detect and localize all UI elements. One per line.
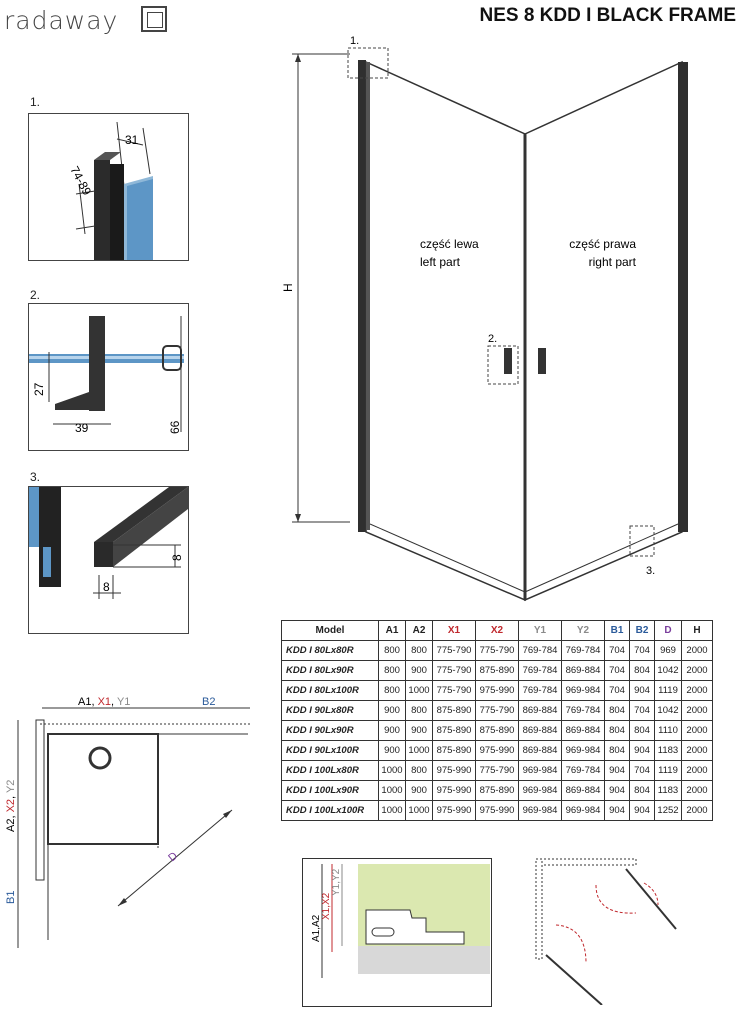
table-cell: KDD I 100Lx100R [282, 801, 379, 821]
table-row [282, 801, 713, 821]
table-cell: 769-784 [562, 701, 605, 721]
callout-3: 3. [646, 565, 656, 577]
table-cell: 704 [605, 681, 630, 701]
table-cell: 975-990 [433, 781, 476, 801]
table-cell: 869-884 [519, 741, 562, 761]
table-cell: 875-890 [476, 721, 519, 741]
table-cell: 869-884 [519, 721, 562, 741]
table-cell: 900 [406, 721, 433, 741]
table-cell: 804 [630, 661, 655, 681]
col-a1: A1 [379, 621, 406, 641]
table-cell: 800 [406, 641, 433, 661]
table-cell: 969-984 [562, 741, 605, 761]
table-cell: 904 [630, 801, 655, 821]
detail-2-width: 39 [75, 421, 89, 435]
table-cell: KDD I 80Lx90R [282, 661, 379, 681]
table-cell: 875-890 [476, 661, 519, 681]
table-cell: 704 [630, 761, 655, 781]
detail-3-label: 3. [30, 470, 41, 484]
table-row [282, 761, 713, 781]
dimensions-table [281, 620, 713, 821]
brand-logo-text: radaway [4, 6, 119, 35]
product-title: NES 8 KDD I BLACK FRAME [479, 5, 736, 26]
table-cell: 704 [630, 641, 655, 661]
table-cell: 2000 [682, 701, 713, 721]
table-cell: 904 [605, 761, 630, 781]
table-row [282, 781, 713, 801]
table-cell: 800 [379, 641, 406, 661]
table-cell: 2000 [682, 801, 713, 821]
table-row [282, 721, 713, 741]
table-cell: 1183 [655, 781, 682, 801]
left-part-label-pl: część lewa [420, 237, 479, 251]
table-cell: 904 [605, 781, 630, 801]
table-cell: 1000 [406, 681, 433, 701]
detail-1-panel [28, 113, 189, 261]
detail-2-height-large: 66 [168, 420, 182, 434]
detail-1-drawing [29, 114, 188, 260]
table-cell: 1119 [655, 761, 682, 781]
table-cell: KDD I 100Lx80R [282, 761, 379, 781]
table-cell: 704 [605, 661, 630, 681]
table-cell: 800 [406, 761, 433, 781]
table-cell: 869-884 [562, 661, 605, 681]
table-cell: 1000 [406, 741, 433, 761]
table-cell: 969-984 [519, 781, 562, 801]
table-cell: 804 [630, 781, 655, 801]
col-x1: X1 [433, 621, 476, 641]
section-y-label: Y1,Y2 [331, 868, 342, 896]
table-cell: 1042 [655, 661, 682, 681]
table-cell: 904 [630, 681, 655, 701]
detail-3-width: 8 [103, 580, 110, 594]
opening-direction-drawing [526, 855, 736, 1005]
col-b1: B1 [605, 621, 630, 641]
table-cell: 704 [605, 641, 630, 661]
table-cell: 869-884 [519, 701, 562, 721]
table-cell: 769-784 [519, 681, 562, 701]
table-cell: 1000 [379, 761, 406, 781]
table-cell: 775-790 [433, 641, 476, 661]
table-cell: 1000 [379, 801, 406, 821]
col-model: Model [282, 621, 379, 641]
table-cell: KDD I 100Lx90R [282, 781, 379, 801]
table-cell: 1000 [406, 801, 433, 821]
detail-3-drawing [29, 487, 188, 633]
callout-2: 2. [488, 333, 498, 345]
table-row [282, 741, 713, 761]
table-cell: 969-984 [519, 801, 562, 821]
table-cell: 975-990 [476, 741, 519, 761]
table-cell: 875-890 [433, 721, 476, 741]
table-cell: 869-884 [562, 781, 605, 801]
detail-2-label: 2. [30, 288, 41, 302]
left-part-label-en: left part [420, 255, 461, 269]
detail-1-range: 74-89 [67, 163, 95, 198]
table-cell: 769-784 [519, 661, 562, 681]
table-cell: 975-990 [433, 761, 476, 781]
table-cell: KDD I 90Lx90R [282, 721, 379, 741]
table-cell: 800 [379, 661, 406, 681]
col-y1: Y1 [519, 621, 562, 641]
right-part-label-en: right part [588, 255, 636, 269]
table-body [282, 641, 713, 821]
table-cell: 975-990 [476, 681, 519, 701]
table-cell: 2000 [682, 781, 713, 801]
table-row [282, 641, 713, 661]
plan-top-label: A1, X1, Y1 [78, 696, 131, 708]
table-cell: 975-990 [433, 801, 476, 821]
table-row [282, 661, 713, 681]
table-cell: 800 [406, 701, 433, 721]
table-cell: 775-790 [476, 701, 519, 721]
detail-2-drawing [29, 304, 188, 450]
col-a2: A2 [406, 621, 433, 641]
table-cell: 2000 [682, 661, 713, 681]
table-cell: 869-884 [562, 721, 605, 741]
detail-2-height-small: 27 [32, 382, 46, 396]
table-cell: 775-790 [433, 681, 476, 701]
table-cell: 2000 [682, 761, 713, 781]
table-header-row [282, 621, 713, 641]
table-cell: KDD I 90Lx100R [282, 741, 379, 761]
table-cell: 875-890 [433, 741, 476, 761]
table-cell: 769-784 [562, 641, 605, 661]
table-cell: 969 [655, 641, 682, 661]
brand-logo-icon [141, 6, 167, 32]
table-cell: 969-984 [562, 801, 605, 821]
table-cell: 775-790 [433, 661, 476, 681]
plan-d-label: D [166, 849, 181, 865]
table-cell: 804 [605, 721, 630, 741]
section-x-label: X1,X2 [321, 892, 332, 920]
table-cell: 969-984 [562, 681, 605, 701]
table-cell: 1183 [655, 741, 682, 761]
table-cell: 2000 [682, 741, 713, 761]
table-cell: 900 [406, 661, 433, 681]
table-row [282, 681, 713, 701]
plan-side-label: A2, X2, Y2 [5, 779, 17, 832]
table-cell: 775-790 [476, 761, 519, 781]
table-row [282, 701, 713, 721]
detail-2-panel [28, 303, 189, 451]
table-cell: 2000 [682, 721, 713, 741]
callout-1: 1. [350, 35, 360, 47]
table-cell: 969-984 [519, 761, 562, 781]
col-x2: X2 [476, 621, 519, 641]
table-cell: 775-790 [476, 641, 519, 661]
main-elevation-drawing [270, 30, 730, 620]
plan-view-drawing [0, 690, 270, 960]
table-cell: 1119 [655, 681, 682, 701]
table-cell: 904 [630, 741, 655, 761]
plan-b1-label: B1 [5, 890, 17, 904]
table-cell: 900 [379, 721, 406, 741]
table-cell: KDD I 80Lx80R [282, 641, 379, 661]
table-cell: 1252 [655, 801, 682, 821]
table-cell: 904 [605, 801, 630, 821]
right-part-label-pl: część prawa [569, 237, 636, 251]
table-cell: 900 [379, 701, 406, 721]
table-cell: 1042 [655, 701, 682, 721]
table-cell: 804 [605, 701, 630, 721]
table-cell: 804 [605, 741, 630, 761]
table-cell: 704 [630, 701, 655, 721]
table-cell: KDD I 90Lx80R [282, 701, 379, 721]
col-b2: B2 [630, 621, 655, 641]
detail-1-label: 1. [30, 95, 41, 109]
section-a-label: A1,A2 [311, 914, 322, 942]
table-cell: 769-784 [562, 761, 605, 781]
table-cell: 1110 [655, 721, 682, 741]
section-view-drawing [302, 858, 494, 1008]
detail-1-width: 31 [125, 133, 139, 147]
table-cell: 875-890 [433, 701, 476, 721]
col-y2: Y2 [562, 621, 605, 641]
table-cell: 804 [630, 721, 655, 741]
table-cell: KDD I 80Lx100R [282, 681, 379, 701]
table-cell: 800 [379, 681, 406, 701]
table-cell: 975-990 [476, 801, 519, 821]
col-h: H [682, 621, 713, 641]
table-cell: 1000 [379, 781, 406, 801]
table-cell: 875-890 [476, 781, 519, 801]
table-cell: 769-784 [519, 641, 562, 661]
table-cell: 2000 [682, 641, 713, 661]
detail-3-panel [28, 486, 189, 634]
table-cell: 900 [379, 741, 406, 761]
plan-b2-label: B2 [202, 696, 216, 708]
table-cell: 900 [406, 781, 433, 801]
table-cell: 2000 [682, 681, 713, 701]
dimension-h-label: H [281, 283, 295, 292]
col-d: D [655, 621, 682, 641]
detail-3-height: 8 [170, 554, 184, 561]
